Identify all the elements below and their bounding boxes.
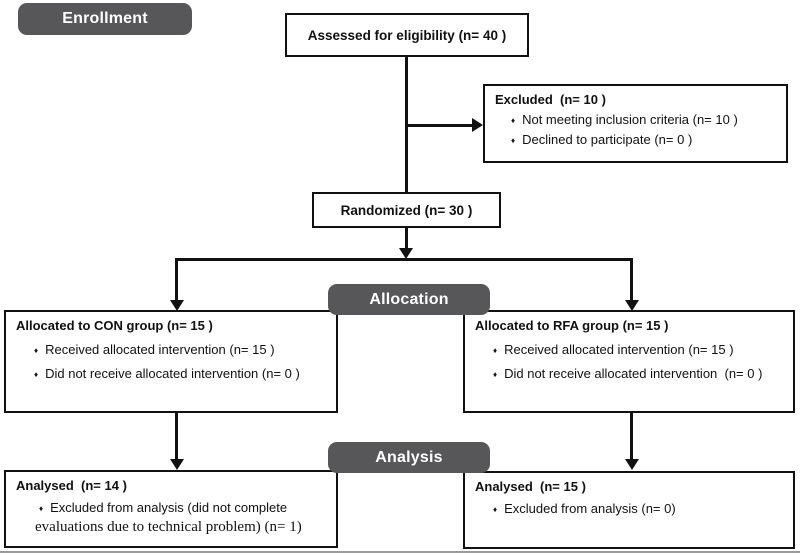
diamond-bullet-icon: ♦	[511, 136, 516, 145]
allocated-con-bullet-1-text: Received allocated intervention (n= 15 )	[45, 342, 275, 357]
excluded-bullet-1	[511, 112, 786, 127]
diamond-bullet-icon: ♦	[39, 504, 44, 513]
analysed-rfa-bullet-1	[493, 501, 793, 516]
diamond-bullet-icon: ♦	[34, 370, 39, 379]
allocated-rfa-bullet-2	[493, 366, 793, 381]
enrollment-stage-badge	[18, 3, 192, 35]
down-arrowhead-split-icon	[399, 248, 413, 259]
allocated-rfa-bullet-1-text: Received allocated intervention (n= 15 )	[504, 342, 734, 357]
allocated-con-bullet-1	[34, 342, 336, 357]
assessed-eligibility-title: Assessed for eligibility (n= 40 )	[307, 27, 507, 43]
right-arrowhead-excluded-icon	[472, 118, 483, 132]
connector-split-right-down	[630, 258, 633, 301]
analysed-con-bullet-line1: Excluded from analysis (did not complete	[50, 500, 288, 515]
down-arrowhead-analysis-left-icon	[170, 459, 184, 470]
connector-to-excluded	[407, 124, 473, 127]
allocated-con-bullet-2-text: Did not receive allocated intervention (n= 0 )	[45, 366, 300, 381]
connector-con-to-analysis	[175, 412, 178, 460]
allocated-rfa-title: Allocated to RFA group (n= 15 )	[475, 318, 669, 333]
randomized-box	[312, 192, 501, 228]
randomized-title: Randomized (n= 30 )	[340, 202, 473, 218]
analysed-rfa-title: Analysed (n= 15 )	[475, 479, 586, 494]
allocation-stage-label: Allocation	[369, 290, 449, 308]
excluded-bullet-2	[511, 132, 786, 147]
analysed-rfa-bullet-1-text: Excluded from analysis (n= 0)	[504, 501, 676, 516]
diamond-bullet-icon: ♦	[511, 116, 516, 125]
analysed-con-bullet-1	[39, 500, 336, 515]
analysed-con-title: Analysed (n= 14 )	[16, 478, 127, 493]
analysed-rfa-box	[463, 471, 795, 549]
allocated-con-title: Allocated to CON group (n= 15 )	[16, 318, 213, 333]
allocated-rfa-box	[463, 310, 795, 413]
analysis-stage-label: Analysis	[375, 448, 443, 466]
excluded-box	[483, 84, 788, 163]
excluded-bullet-1-text: Not meeting inclusion criteria (n= 10 )	[522, 112, 738, 127]
diamond-bullet-icon: ♦	[493, 370, 498, 379]
connector-split-left-down	[175, 258, 178, 301]
connector-rfa-to-analysis	[630, 412, 633, 460]
figure-bottom-rule	[0, 551, 800, 553]
diamond-bullet-icon: ♦	[493, 346, 498, 355]
excluded-bullet-2-text: Declined to participate (n= 0 )	[522, 132, 693, 147]
analysis-stage-badge	[328, 442, 490, 473]
allocated-con-box	[4, 310, 338, 413]
allocated-con-bullet-2	[34, 366, 336, 381]
down-arrowhead-analysis-right-icon	[625, 459, 639, 470]
enrollment-stage-label: Enrollment	[62, 10, 148, 27]
diamond-bullet-icon: ♦	[493, 505, 498, 514]
allocated-rfa-bullet-1	[493, 342, 793, 357]
diamond-bullet-icon: ♦	[34, 346, 39, 355]
excluded-title: Excluded (n= 10 )	[495, 92, 606, 107]
analysed-con-box	[4, 470, 338, 548]
connector-randomized-down	[405, 227, 408, 249]
allocated-rfa-bullet-2-text: Did not receive allocated intervention (n= 0 )	[504, 366, 763, 381]
allocation-stage-badge	[328, 284, 490, 315]
assessed-eligibility-box	[285, 13, 529, 57]
analysed-con-bullet-line2: evaluations due to technical problem) (n= 1)	[35, 519, 302, 535]
